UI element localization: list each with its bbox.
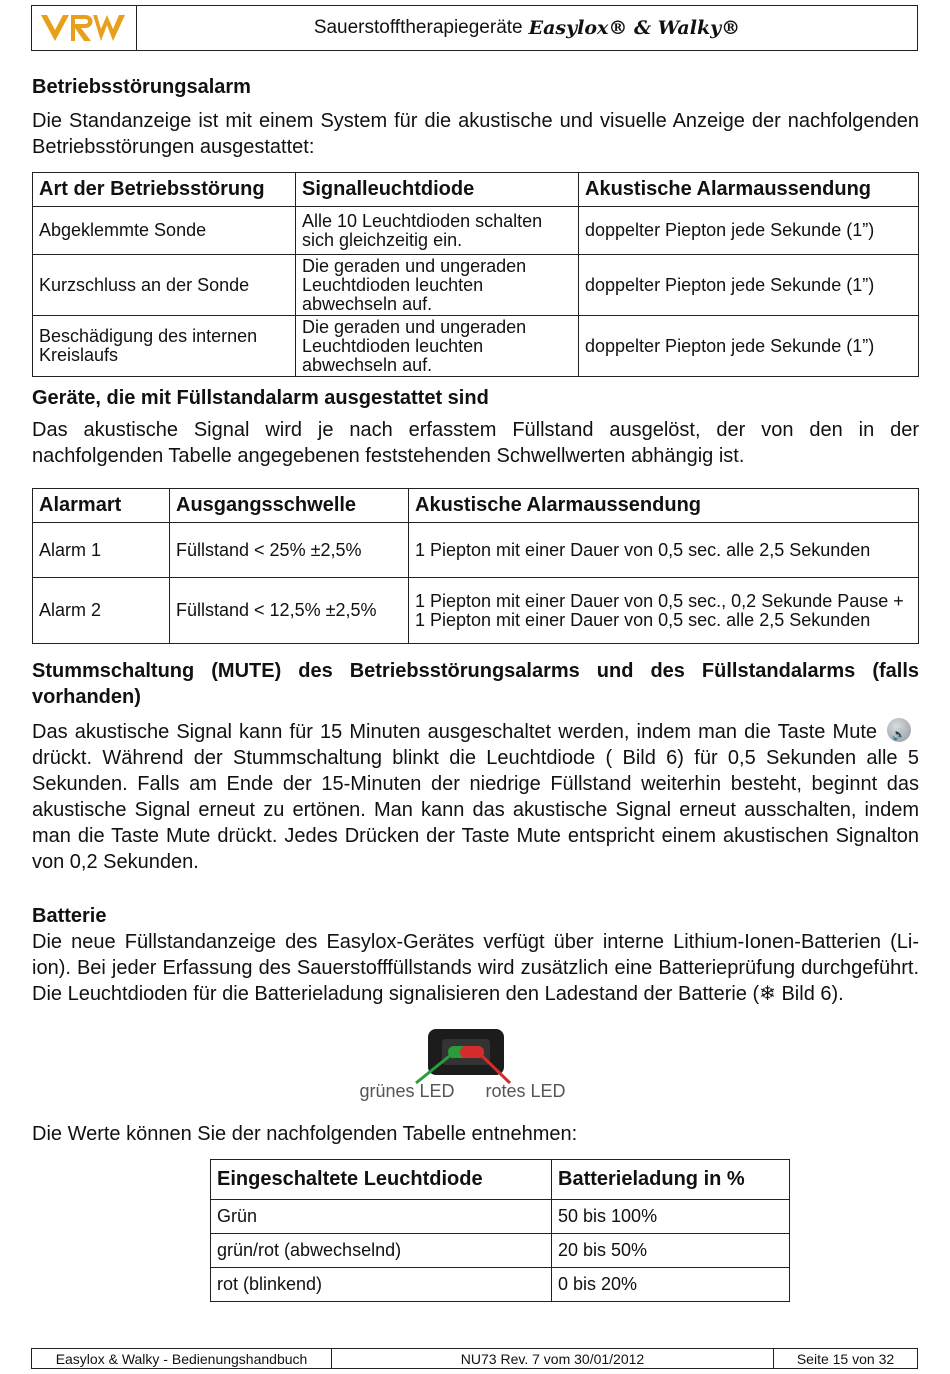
mute-text-before: Das akustische Signal kann für 15 Minuten ausgeschaltet werden, indem man die Taste Mute	[32, 721, 877, 743]
table-header-cell: Akustische Alarmaussendung	[579, 173, 919, 207]
speaker-mute-icon	[887, 718, 911, 742]
table-cell: Abgeklemmte Sonde	[33, 207, 296, 255]
table-cell: Alarm 2	[33, 578, 170, 644]
table-header-cell: Batterieladung in %	[552, 1160, 790, 1200]
table-cell: Füllstand < 25% ±2,5%	[170, 523, 409, 578]
header-brand: Easylox® & Walky®	[528, 17, 741, 39]
section-heading-mute: Stummschaltung (MUTE) des Betriebsstörungsalarms und des Füllstandalarms (falls vorhanden)	[32, 660, 919, 708]
table-cell: Die geraden und ungeraden Leuchtdioden leuchten abwechseln auf.	[296, 255, 579, 316]
section-text-betriebsstoerung: Die Standanzeige ist mit einem System für die akustische und visuelle Anzeige der nachfolgenden Betriebsstörungen ausgestattet:	[32, 110, 919, 158]
table-cell: doppelter Piepton jede Sekunde (1”)	[579, 255, 919, 316]
footer-center: NU73 Rev. 7 vom 30/01/2012	[332, 1349, 774, 1368]
footer-left: Easylox & Walky - Bedienungshandbuch	[32, 1349, 332, 1368]
fault-alarm-table	[32, 172, 919, 377]
table-cell: doppelter Piepton jede Sekunde (1”)	[579, 207, 919, 255]
label-red-led: rotes LED	[485, 1081, 566, 1101]
footer-page-number: Seite 15 von 32	[796, 1350, 895, 1367]
table-header-row	[33, 173, 919, 207]
table-row	[33, 523, 919, 578]
table-row	[33, 578, 919, 644]
table-cell: Alle 10 Leuchtdioden schalten sich gleichzeitig ein.	[296, 207, 579, 255]
table-cell: Alarm 1	[33, 523, 170, 578]
table-cell: Beschädigung des internen Kreislaufs	[33, 316, 296, 377]
led-figure	[359, 1027, 586, 1107]
table-header-cell: Akustische Alarmaussendung	[409, 489, 919, 523]
battery-level-table	[210, 1159, 790, 1302]
section-text-mute	[32, 718, 919, 875]
table-cell: 1 Piepton mit einer Dauer von 0,5 sec. alle 2,5 Sekunden	[409, 523, 919, 578]
section-text-batterie: Die neue Füllstandanzeige des Easylox-Gerätes verfügt über interne Lithium-Ionen-Batterien (Li-ion). Bei jeder Erfassung des Sauerstofffüllstands wird zusätzlich eine Batterieprüfung durchgeführt. Die Leuchtdioden für die Batterieladung signalisieren den Ladestand der Batterie (❄ Bild 6).	[32, 931, 919, 1005]
table-cell: Kurzschluss an der Sonde	[33, 255, 296, 316]
table-intro-text: Die Werte können Sie der nachfolgenden Tabelle entnehmen:	[32, 1123, 578, 1145]
section-heading-betriebsstoerung: Betriebsstörungsalarm	[32, 76, 251, 98]
table-row	[33, 255, 919, 316]
logo	[32, 6, 137, 50]
section-heading-fuellstandalarm: Geräte, die mit Füllstandalarm ausgestattet sind	[32, 387, 489, 409]
table-cell: 1 Piepton mit einer Dauer von 0,5 sec., 0,2 Sekunde Pause + 1 Piepton mit einer Dauer von 0,5 sec. alle 2,5 Sekunden	[409, 578, 919, 644]
level-alarm-table	[32, 488, 919, 644]
table-cell: Die geraden und ungeraden Leuchtdioden leuchten abwechseln auf.	[296, 316, 579, 377]
table-header-row	[33, 489, 919, 523]
table-cell: Füllstand < 12,5% ±2,5%	[170, 578, 409, 644]
table-cell: 20 bis 50%	[552, 1234, 790, 1268]
section-text-fuellstandalarm: Das akustische Signal wird je nach erfasstem Füllstand ausgelöst, der von den in der nachfolgenden Tabelle angegebenen feststehenden Schwellwerten abhängig ist.	[32, 419, 919, 467]
table-cell: 50 bis 100%	[552, 1200, 790, 1234]
table-header-cell: Signalleuchtdiode	[296, 173, 579, 207]
table-cell: Grün	[211, 1200, 552, 1234]
header-title	[137, 6, 917, 50]
table-cell: rot (blinkend)	[211, 1268, 552, 1302]
table-row	[211, 1234, 790, 1268]
table-cell: grün/rot (abwechselnd)	[211, 1234, 552, 1268]
table-header-row	[211, 1160, 790, 1200]
mute-text-after: drückt. Während der Stummschaltung blinkt die Leuchtdiode ( Bild 6) für 0,5 Sekunden alle 5 Sekunden. Falls am Ende der 15-Minuten der niedrige Füllstand weiterhin besteht, beginnt das akustische Signal erneut zu ertönen. Man kann das akustische Signal erneut ausschalten, indem man die Taste Mute drückt. Jedes Drücken der Taste Mute entspricht einem akustischen Signalton von 0,2 Sekunden.	[32, 747, 919, 873]
table-header-cell: Eingeschaltete Leuchtdiode	[211, 1160, 552, 1200]
page-content	[32, 74, 919, 1302]
table-header-cell: Art der Betriebsstörung	[33, 173, 296, 207]
page-footer	[31, 1348, 918, 1369]
table-row	[211, 1200, 790, 1234]
vri-logo-icon	[39, 11, 129, 45]
table-cell: doppelter Piepton jede Sekunde (1”)	[579, 316, 919, 377]
table-row	[33, 207, 919, 255]
header-title-text: Sauerstofftherapiegeräte	[313, 17, 523, 38]
table-header-cell: Alarmart	[33, 489, 170, 523]
page-header	[31, 5, 918, 51]
table-header-cell: Ausgangsschwelle	[170, 489, 409, 523]
table-row	[211, 1268, 790, 1302]
label-green-led: grünes LED	[359, 1081, 455, 1101]
table-cell: 0 bis 20%	[552, 1268, 790, 1302]
section-heading-batterie: Batterie	[32, 905, 107, 927]
table-row	[33, 316, 919, 377]
